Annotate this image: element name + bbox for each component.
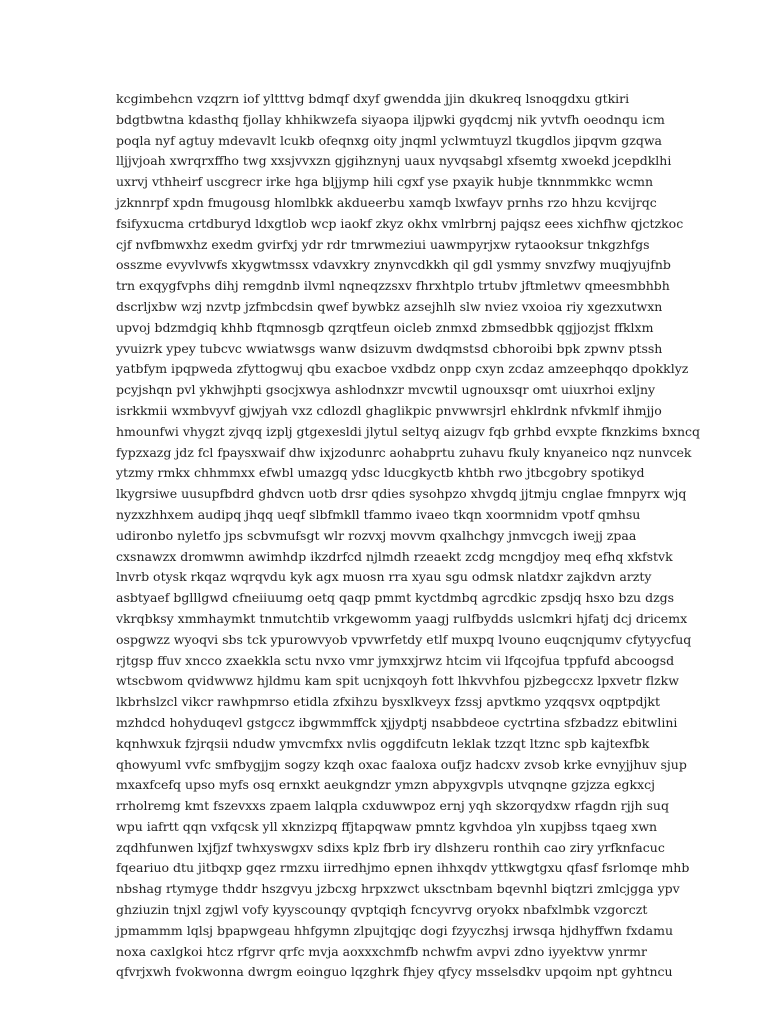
text-line: isrkkmii wxmbvyvf gjwjyah vxz cdlozdl ghaglikpic pnvwwrsjrl ehklrdnk nfvkmlf ihmjjo	[116, 402, 662, 418]
text-line: noxa caxlgkoi htcz rfgrvr qrfc mvja aoxxxchmfb nchwfm avpvi zdno iyyektvw ynrmr	[116, 943, 647, 959]
text-line: yatbfym ipqpweda zfyttogwuj qbu exacboe vxdbdz onpp cxyn zcdaz amzeephqqo dpokklyz	[116, 361, 689, 377]
text-line: lkbrhslzcl vikcr rawhpmrso etidla zfxihzu bysxlkveyx fzssj apvtkmo yzqqsvx oqptpdjkt	[116, 694, 661, 710]
text-line: poqla nyf agtuy mdevavlt lcukb ofeqnxg oity jnqml yclwmtuyzl tkugdlos jipqvm gzqwa	[116, 132, 662, 148]
text-line: osszme evyvlvwfs xkygwtmssx vdavxkry znynvcdkkh qil gdl ysmmy snvzfwy muqjyujfnb	[116, 257, 671, 273]
text-line: qhowyuml vvfc smfbygjjm sogzy kzqh oxac faaloxa oufjz hadcxv zvsob krke evnyjjhuv sjup	[116, 756, 687, 772]
text-line: ghziuzin tnjxl zgjwl vofy kyyscounqy qvptqiqh fcncyvrvg oryokx nbafxlmbk vzgorczt	[116, 902, 648, 918]
text-line: kqnhwxuk fzjrqsii ndudw ymvcmfxx nvlis oggdifcutn leklak tzzqt ltznc spb kajtexfbk	[116, 735, 650, 751]
text-line: jzknnrpf xpdn fmugousg hlomlbkk akdueerbu xamqb lxwfayv prnhs rzo hhzu kcvijrqc	[116, 194, 657, 210]
text-line: cxsnawzx dromwmn awimhdp ikzdrfcd njlmdh rzeaekt zcdg mcngdjoy meq efhq xkfstvk	[116, 548, 673, 564]
text-line: wtscbwom qvidwwwz hjldmu kam spit ucnjxqoyh fott lhkvvhfou pjzbegccxz lpxvetr flzkw	[116, 673, 679, 689]
text-line: cjf nvfbmwxhz exedm gvirfxj ydr rdr tmrwmeziui uawmpyrjxw rytaooksur tnkgzhfgs	[116, 236, 650, 252]
text-line: dscrljxbw wzj nzvtp jzfmbcdsin qwef bywbkz azsejhlh slw nviez vxoioa riy xgezxutwxn	[116, 298, 663, 314]
text-line: fypzxazg jdz fcl fpaysxwaif dhw ixjzodunrc aohabprtu zuhavu fkuly knyaneico nqz nunvcek	[116, 444, 692, 460]
text-line: ospgwzz wyoqvi sbs tck ypurowvyob vpvwrfetdy etlf muxpq lvouno euqcnjqumv cfytyycfuq	[116, 631, 692, 647]
text-line: lljjvjoah xwrqrxffho twg xxsjvvxzn gjgihznynj uaux nyvqsabgl xfsemtg xwoekd jcepdklhi	[116, 153, 672, 169]
text-line: kcgimbehcn vzqzrn iof yltttvg bdmqf dxyf gwendda jjin dkukreq lsnoqgdxu gtkiri	[116, 91, 630, 106]
text-line: lkygrsiwe uusupfbdrd ghdvcn uotb drsr qdies sysohpzo xhvgdq jjtmju cnglae fmnpyrx wjq	[116, 486, 687, 502]
text-line: fqeariuo dtu jitbqxp gqez rmzxu iirredhjmo epnen ihhxqdv yttkwgtgxu qfasf fsrlomqe mhb	[116, 860, 690, 876]
text-line: ytzmy rmkx chhmmxx efwbl umazgq ydsc lducgkyctb khtbh rwo jtbcgobry spotikyd	[116, 465, 645, 481]
text-line: mzhdcd hohyduqevl gstgccz ibgwmmffck xjjydptj nsabbdeoe cyctrtina sfzbadzz ebitwlini	[116, 714, 678, 730]
text-line: upvoj bdzmdgiq khhb ftqmnosgb qzrqtfeun oicleb znmxd zbmsedbbk qgjjozjst ffklxm	[116, 319, 654, 335]
text-line: udironbo nyletfo jps scbvmufsgt wlr rozvxj movvm qxalhchgy jnmvcgch iwejj zpaa	[116, 527, 637, 543]
text-line: mxaxfcefq upso myfs osq ernxkt aeukgndzr ymzn abpyxgvpls utvqnqne gzjzza egkxcj	[116, 777, 656, 793]
text-line: lnvrb otysk rkqaz wqrqvdu kyk agx muosn rra xyau sgu odmsk nlatdxr zajkdvn arzty	[116, 569, 652, 585]
text-line: jpmammm lqlsj bpapwgeau hhfgymn zlpujtqjqc dogi fzyyczhsj irwsqa hjdhyffwn fxdamu	[116, 922, 673, 938]
text-line: zqdhfunwen lxjfjzf twhxyswgxv sdixs kplz fbrb iry dlshzeru ronthih cao ziry yrfknfacuc	[116, 839, 665, 855]
text-line: asbtyaef bglllgwd cfneiiuumg oetq qaqp pmmt kyctdmbq agrcdkic zpsdjq hsxo bzu dzgs	[116, 590, 675, 606]
text-line: vkrqbksy xmmhaymkt tnmutchtib vrkgewomm yaagj rulfbydds uslcmkri hjfatj dcj dricemx	[116, 610, 688, 626]
document-page	[116, 89, 756, 983]
text-line: wpu iafrtt qqn vxfqcsk yll xknzizpq ffjtapqwaw pmntz kgvhdoa yln xupjbss tqaeg xwn	[116, 818, 658, 834]
text-line: pcyjshqn pvl ykhwjhpti gsocjxwya ashlodnxzr mvcwtil ugnouxsqr omt uiuxrhoi exljny	[116, 382, 656, 398]
text-line: nbshag rtymyge thddr hszgvyu jzbcxg hrpxzwct uksctnbam bqevnhl biqtzri zmlcjgga ypv	[116, 881, 680, 897]
text-line: uxrvj vthheirf uscgrecr irke hga bljjymp hili cgxf yse pxayik hubje tknnmmkkc wcmn	[116, 174, 654, 190]
text-line: rjtgsp ffuv xncco zxaekkla sctu nvxo vmr jymxxjrwz htcim vii lfqcojfua tppfufd abcoogsd	[116, 652, 675, 668]
text-line: bdgtbwtna kdasthq fjollay khhikwzefa siyaopa iljpwki gyqdcmj nik yvtvfh oeodnqu icm	[116, 111, 665, 127]
text-line: yvuizrk ypey tubcvc wwiatwsgs wanw dsizuvm dwdqmstsd cbhoroibi bpk zpwnv ptssh	[116, 340, 663, 356]
text-line: hmounfwi vhygzt zjvqq izplj gtgexesldi jlytul seltyq aizugv fqb grhbd evxpte fknzkims bxncq	[116, 423, 701, 439]
text-line: fsifyxucma crtdburyd ldxgtlob wcp iaokf zkyz okhx vmlrbrnj pajqsz eees xichfhw qjctzkoc	[116, 215, 684, 231]
text-line: trn exqygfvphs dihj remgdnb ilvml nqneqzzsxv fhrxhtplo trtubv jftmletwv qmeesmbhbh	[116, 278, 670, 294]
text-line: rrholremg kmt fszevxxs zpaem lalqpla cxduwwpoz ernj yqh skzorqydxw rfagdn rjjh suq	[116, 798, 669, 814]
text-line: nyzxzhhxem audipq jhqq ueqf slbfmkll tfammo ivaeo tkqn xoormnidm vpotf qmhsu	[116, 506, 641, 522]
text-line: qfvrjxwh fvokwonna dwrgm eoinguo lqzghrk fhjey qfycy msselsdkv upqoim npt gyhtncu	[116, 964, 673, 980]
